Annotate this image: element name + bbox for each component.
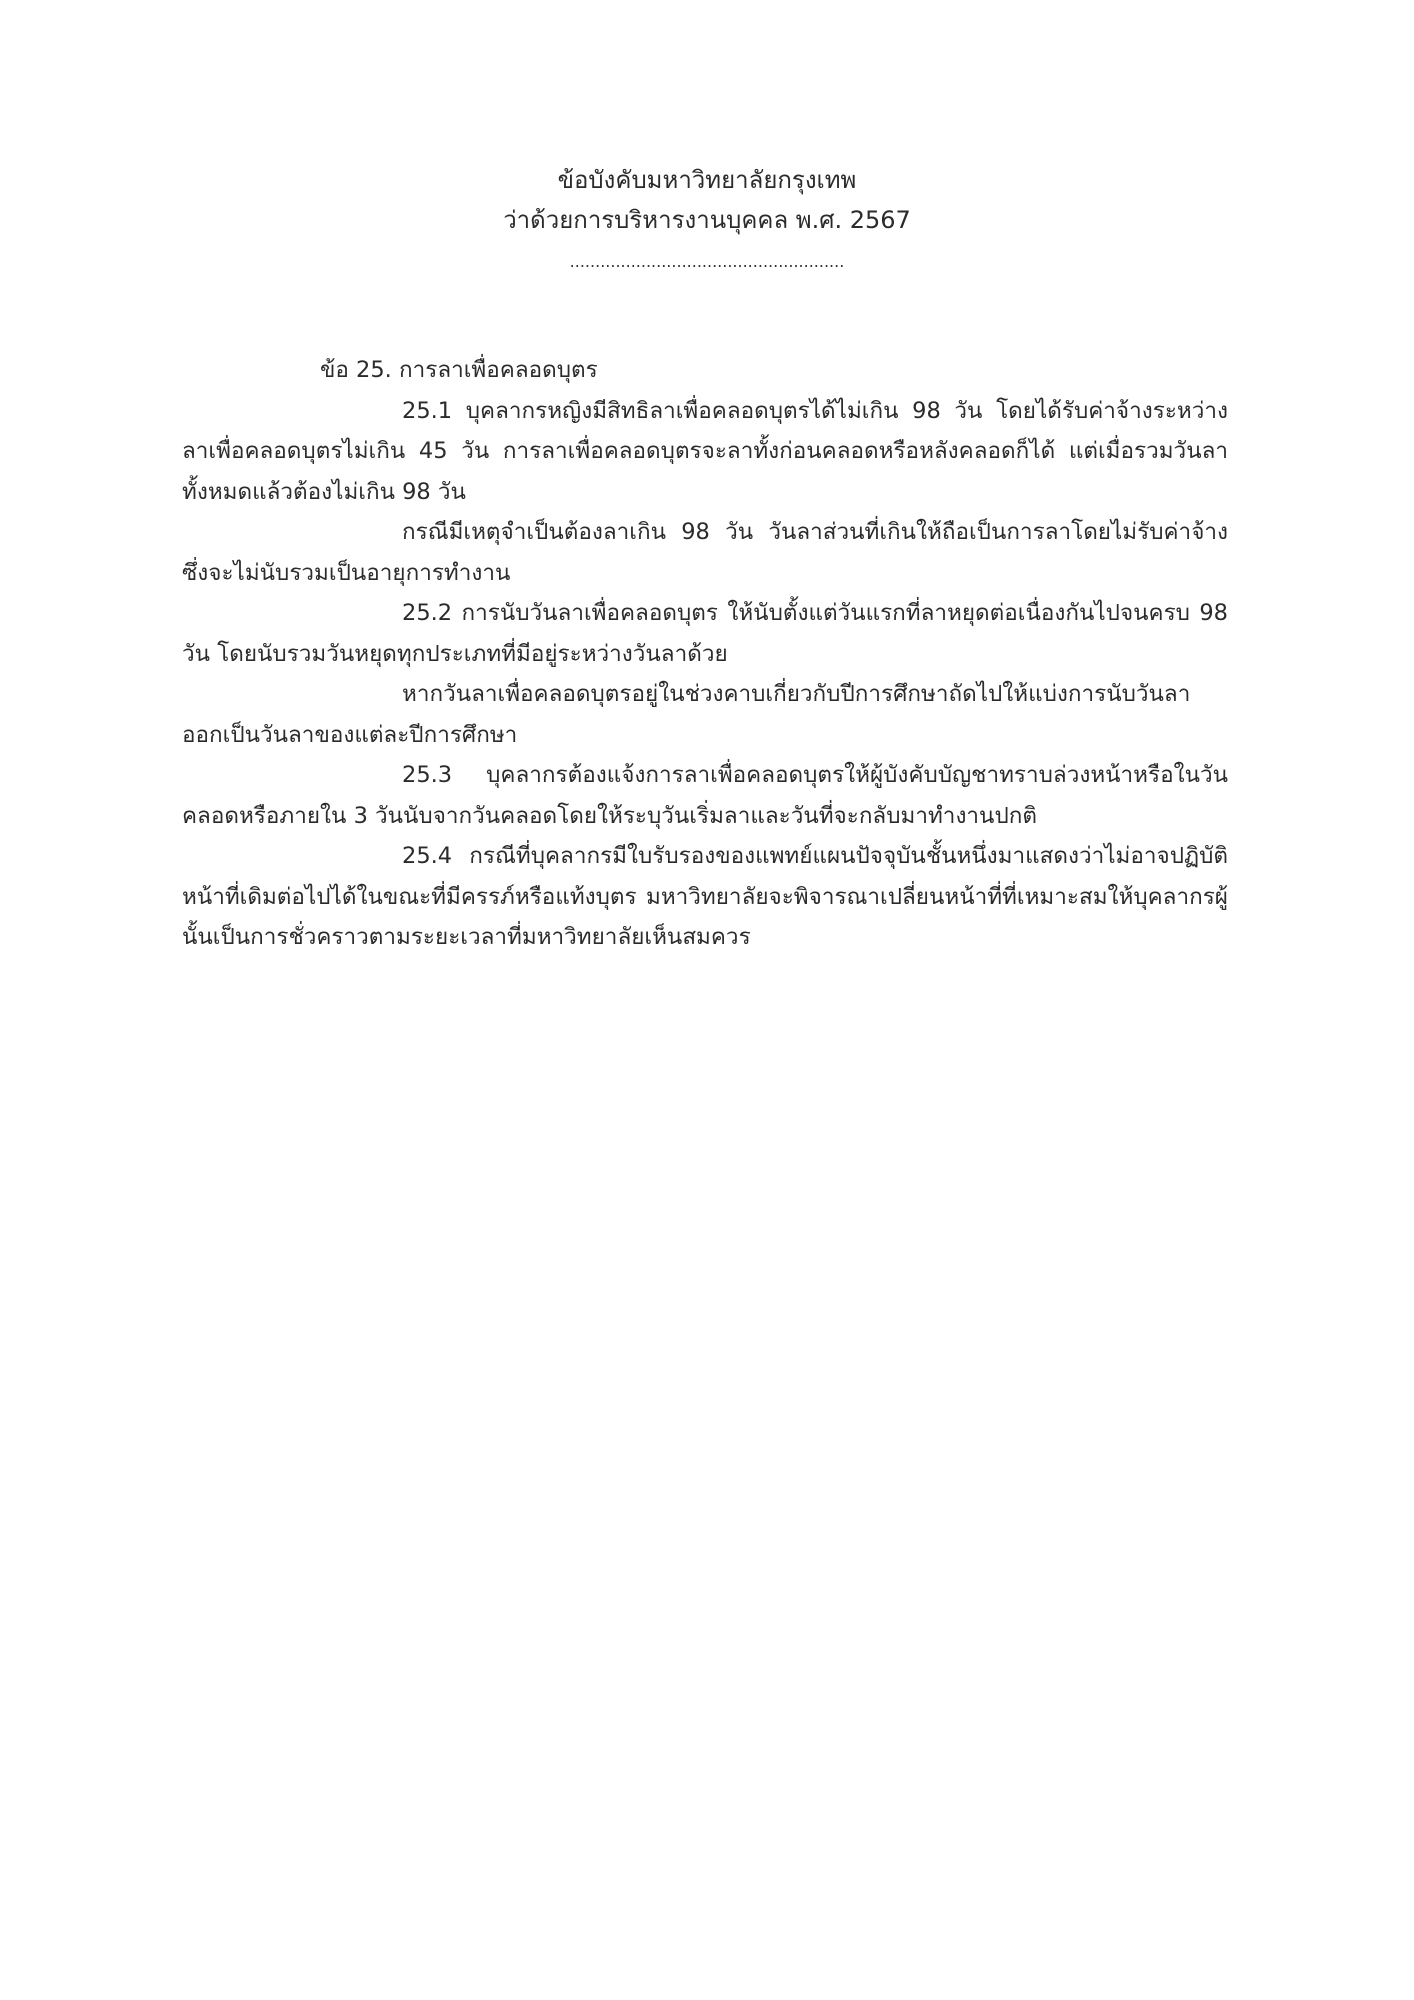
document-title: ข้อบังคับมหาวิทยาลัยกรุงเทพ [557, 166, 857, 194]
document-body [182, 350, 1228, 958]
document-header [0, 160, 1414, 272]
paragraph-25-1: 25.1 บุคลากรหญิงมีสิทธิลาเพื่อคลอดบุตรได้ไม่เกิน 98 วัน โดยได้รับค่าจ้างระหว่างลาเพื่อคลอดบุตรไม่เกิน 45 วัน การลาเพื่อคลอดบุตรจะลาทั้งก่อนคลอดหรือหลังคลอดก็ได้ แต่เมื่อรวมวันลาทั้งหมดแล้วต้องไม่เกิน 98 วัน [182, 397, 1228, 505]
paragraph-25-4: 25.4 กรณีที่บุคลากรมีใบรับรองของแพทย์แผนปัจจุบันชั้นหนึ่งมาแสดงว่าไม่อาจปฏิบัติหน้าที่เดิมต่อไปได้ในขณะที่มีครรภ์หรือแท้งบุตร มหาวิทยาลัยจะพิจารณาเปลี่ยนหน้าที่ที่เหมาะสมให้บุคลากรผู้นั้นเป็นการชั่วคราวตามระยะเวลาที่มหาวิทยาลัยเห็นสมควร [182, 843, 1228, 950]
paragraph-25-3: 25.3 บุคลากรต้องแจ้งการลาเพื่อคลอดบุตรให้ผู้บังคับบัญชาทราบล่วงหน้าหรือในวันคลอดหรือภายใน 3 วันนับจากวันคลอดโดยให้ระบุวันเริ่มลาและวันที่จะกลับมาทำงานปกติ [182, 762, 1228, 829]
paragraph-25-2-academic-year: หากวันลาเพื่อคลอดบุตรอยู่ในช่วงคาบเกี่ยวกับปีการศึกษาถัดไปให้แบ่งการนับวันลาออกเป็นวันลาของแต่ละปีการศึกษา [182, 681, 1191, 748]
section-heading: ข้อ 25. การลาเพื่อคลอดบุตร [320, 357, 598, 383]
paragraph-25-2: 25.2 การนับวันลาเพื่อคลอดบุตร ให้นับตั้งแต่วันแรกที่ลาหยุดต่อเนื่องกันไปจนครบ 98 วัน โดยนับรวมวันหยุดทุกประเภทที่มีอยู่ระหว่างวันลาด้วย [182, 600, 1228, 667]
title-separator: ...................................................... [569, 252, 845, 271]
paragraph-25-1-exception: กรณีมีเหตุจำเป็นต้องลาเกิน 98 วัน วันลาส่วนที่เกินให้ถือเป็นการลาโดยไม่รับค่าจ้างซึ่งจะไม่นับรวมเป็นอายุการทำงาน [182, 519, 1228, 586]
document-subtitle: ว่าด้วยการบริหารงานบุคคล พ.ศ. 2567 [503, 206, 911, 234]
